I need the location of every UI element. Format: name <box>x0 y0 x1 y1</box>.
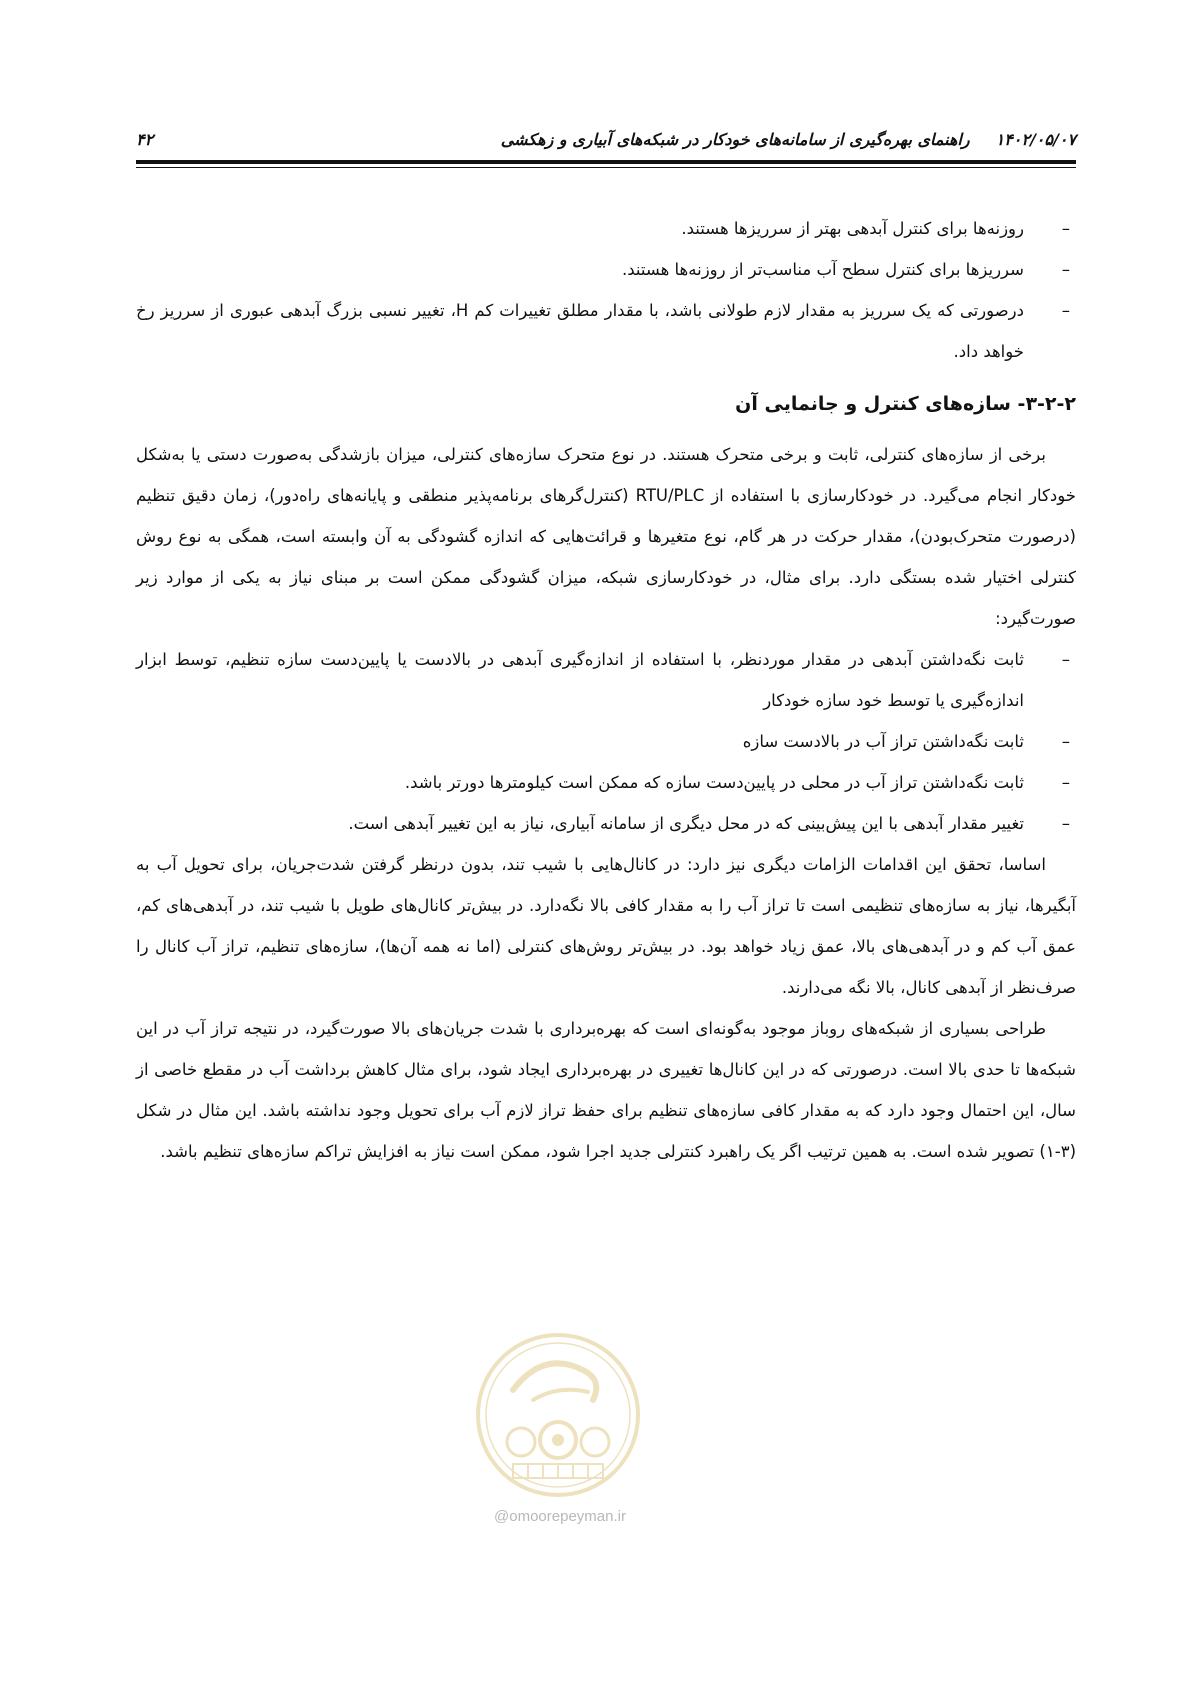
list-item-text: روزنه‌ها برای کنترل آبدهی بهتر از سرریزها هستند. <box>681 219 1024 238</box>
page-header <box>136 128 1076 158</box>
paragraph: طراحی بسیاری از شبکه‌های روباز موجود به‌گونه‌ای است که بهره‌برداری با شدت جریان‌های بالا صورت‌گیرد، در نتیجه تراز آب در این شبکه‌ها تا حدی بالا است. درصورتی که در این کانال‌ها تغییری در بهره‌برداری ایجاد شود، برای مثال کاهش برداشت آب در مقطع خاصی از سال، این احتمال وجود دارد که به مقدار کافی سازه‌های تنظیم برای حفظ تراز لازم آب برای تحویل وجود نداشته باشد. این مثال در شکل (۳-۱) تصویر شده است. به همین ترتیب اگر یک راهبرد کنترلی جدید اجرا شود، ممکن است نیاز به افزایش تراکم سازه‌های تنظیم باشد. <box>136 1019 1076 1161</box>
bullet-list-top <box>136 208 1076 372</box>
list-item-text: تغییر مقدار آبدهی با این پیش‌بینی که در محل دیگری از سامانه آبیاری، نیاز به این تغییر آبدهی است. <box>348 814 1024 833</box>
list-item <box>136 803 1076 844</box>
page-body <box>136 208 1076 1172</box>
header-title <box>501 130 1076 149</box>
header-date: ۱۴۰۲/۰۵/۰۷ <box>995 130 1076 149</box>
dash-icon: – <box>1061 814 1070 833</box>
watermark-caption: @omoorepeyman.ir <box>494 1508 626 1525</box>
list-item-text: سرریزها برای کنترل سطح آب مناسب‌تر از روزنه‌ها هستند. <box>622 260 1024 279</box>
list-item-text: درصورتی که یک سرریز به مقدار لازم طولانی باشد، با مقدار مطلق تغییرات کم H، تغییر نسبی بزرگ آبدهی عبوری از سرریز رخ خواهد داد. <box>136 301 1024 361</box>
header-title-text: راهنمای بهره‌گیری از سامانه‌های خودکار در شبکه‌های آبیاری و زهکشی <box>500 130 970 149</box>
dash-icon: – <box>1061 773 1070 792</box>
list-item <box>136 639 1076 721</box>
watermark-logo <box>473 1330 643 1500</box>
dash-icon: – <box>1061 260 1070 279</box>
list-item-text: ثابت نگه‌داشتن تراز آب در بالادست سازه <box>742 732 1024 751</box>
dash-icon: – <box>1061 301 1070 320</box>
header-rule-thin <box>136 167 1076 168</box>
page-number: ۴۲ <box>136 130 154 149</box>
dash-icon: – <box>1061 219 1070 238</box>
list-item <box>136 249 1076 290</box>
header-rule-thick <box>136 160 1076 164</box>
paragraph: برخی از سازه‌های کنترلی، ثابت و برخی متحرک هستند. در نوع متحرک سازه‌های کنترلی، میزان بازشدگی به‌صورت دستی یا به‌شکل خودکار انجام می‌گیرد. در خودکارسازی با استفاده از RTU/PLC (کنترل‌گرهای برنامه‌پذیر منطقی و پایانه‌های راه‌دور)، زمان دقیق تنظیم (درصورت متحرک‌بودن)، مقدار حرکت در هر گام، نوع متغیرها و قرائت‌هایی که اندازه گشودگی به آن وابسته است، همگی به نوع روش کنترلی اختیار شده بستگی دارد. برای مثال، در خودکارسازی شبکه، میزان گشودگی ممکن است بر مبنای نیاز به یکی از موارد زیر صورت‌گیرد: <box>136 445 1076 628</box>
list-item <box>136 762 1076 803</box>
paragraph: اساسا، تحقق این اقدامات الزامات دیگری نیز دارد: در کانال‌هایی با شیب تند، بدون درنظر گرفتن شدت‌جریان، برای تحویل آب به آبگیرها، نیاز به سازه‌های تنظیمی است تا تراز آب را به مقدار کافی بالا نگه‌دارد. در بیش‌تر کانال‌های طویل با شیب تند، در آبدهی‌های کم، عمق آب کم و در آبدهی‌های بالا، عمق زیاد خواهد بود. در بیش‌تر روش‌های کنترلی (اما نه همه آن‌ها)، سازه‌های تنظیم، تراز آب کانال را صرف‌نظر از آبدهی کانال، بالا نگه می‌دارند. <box>136 855 1076 997</box>
list-item-text: ثابت نگه‌داشتن آبدهی در مقدار موردنظر، با استفاده از اندازه‌گیری آبدهی در بالادست یا پایین‌دست سازه تنظیم، توسط ابزار اندازه‌گیری یا توسط خود سازه خودکار <box>136 650 1024 710</box>
dash-icon: – <box>1061 732 1070 751</box>
section-heading: ۳-۲-۲- سازه‌های کنترل و جانمایی آن <box>735 393 1076 415</box>
list-item <box>136 721 1076 762</box>
list-item <box>136 290 1076 372</box>
bullet-list-mid <box>136 639 1076 844</box>
dash-icon: – <box>1061 650 1070 669</box>
list-item <box>136 208 1076 249</box>
list-item-text: ثابت نگه‌داشتن تراز آب در محلی در پایین‌دست سازه که ممکن است کیلومترها دورتر باشد. <box>404 773 1024 792</box>
